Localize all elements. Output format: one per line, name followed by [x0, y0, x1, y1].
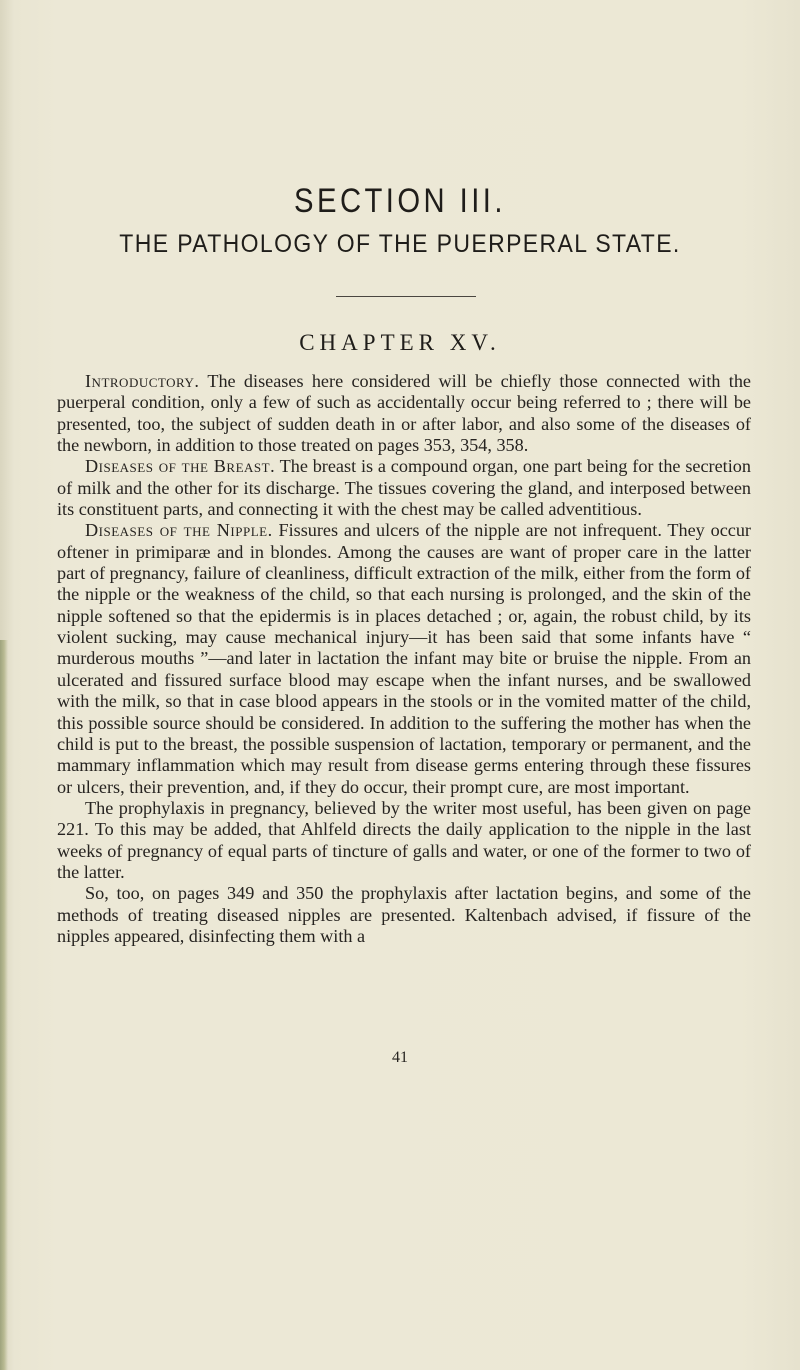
paragraph-lead-heading: Diseases of the Nipple.	[85, 520, 273, 541]
chapter-heading: CHAPTER XV.	[299, 330, 501, 355]
section-heading: SECTION III.	[294, 182, 506, 220]
page-number: 41	[392, 1049, 408, 1066]
paragraph-lead-heading: Diseases of the Breast.	[85, 456, 276, 477]
paragraph-text: Fissures and ulcers of the nipple are not infrequent. They occur oftener in primiparæ and in blondes. Among the causes are want of proper care in the latter part of pregnancy, failure of cleanliness, difficult extraction of the milk, either from the form of the nipple or the weakness of the child, so that each nursing is prolonged, and the skin of the nipple softened so that the epidermis is in places detached ; or, again, the robust child, by its violent sucking, may cause mechanical injury—it has been said that some infants have “ murderous mouths ”—and later in lactation the infant may bite or bruise the nipple. From an ulcerated and fissured surface blood may escape when the infant nurses, and be swallowed with the milk, so that in case blood appears in the stools or in the vomited matter of the child, this possible source should be considered. In addition to the suffering the mother has when the child is put to the breast, the possible suspension of lactation, temporary or permanent, and the mammary inflammation which may result from disease germs entering through these fissures or ulcers, their prevention, and, if they do occur, their prompt cure, are most important.	[57, 520, 751, 797]
paragraph-prophylaxis	[57, 798, 751, 883]
paragraph-treatment	[57, 883, 751, 947]
body-text	[57, 371, 751, 947]
paragraph-text: The prophylaxis in pregnancy, believed by the writer most useful, has been given on page 221. To this may be added, that Ahlfeld directs the daily application to the nipple in the last weeks of pregnancy of equal parts of tincture of galls and water, or one of the former to two of the latter.	[57, 797, 751, 882]
paragraph-text: The diseases here considered will be chiefly those connected with the puerperal condition, only a few of such as accidentally occur being referred to ; there will be presented, too, the subject of sudden death in or after labor, and also some of the diseases of the newborn, in addition to those treated on pages 353, 354, 358.	[57, 371, 751, 456]
part-title: THE PATHOLOGY OF THE PUERPERAL STATE.	[119, 230, 681, 258]
paragraph-lead-heading: Introductory.	[85, 371, 200, 391]
paragraph-introductory	[57, 371, 751, 456]
paragraph-diseases-of-breast	[57, 456, 751, 520]
page-binding-edge	[0, 640, 8, 1370]
paragraph-text: So, too, on pages 349 and 350 the prophylaxis after lactation begins, and some of the methods of treating diseased nipples are presented. Kaltenbach advised, if fissure of the nipples appeared, disinfecting them with a	[57, 883, 751, 946]
paragraph-text: The breast is a compound organ, one part being for the secretion of milk and the other for its discharge. The tissues covering the gland, and interposed between its constituent parts, and connecting it with the chest may be called adventitious.	[57, 456, 751, 520]
divider-rule	[336, 296, 476, 297]
paragraph-diseases-of-nipple	[57, 520, 751, 797]
